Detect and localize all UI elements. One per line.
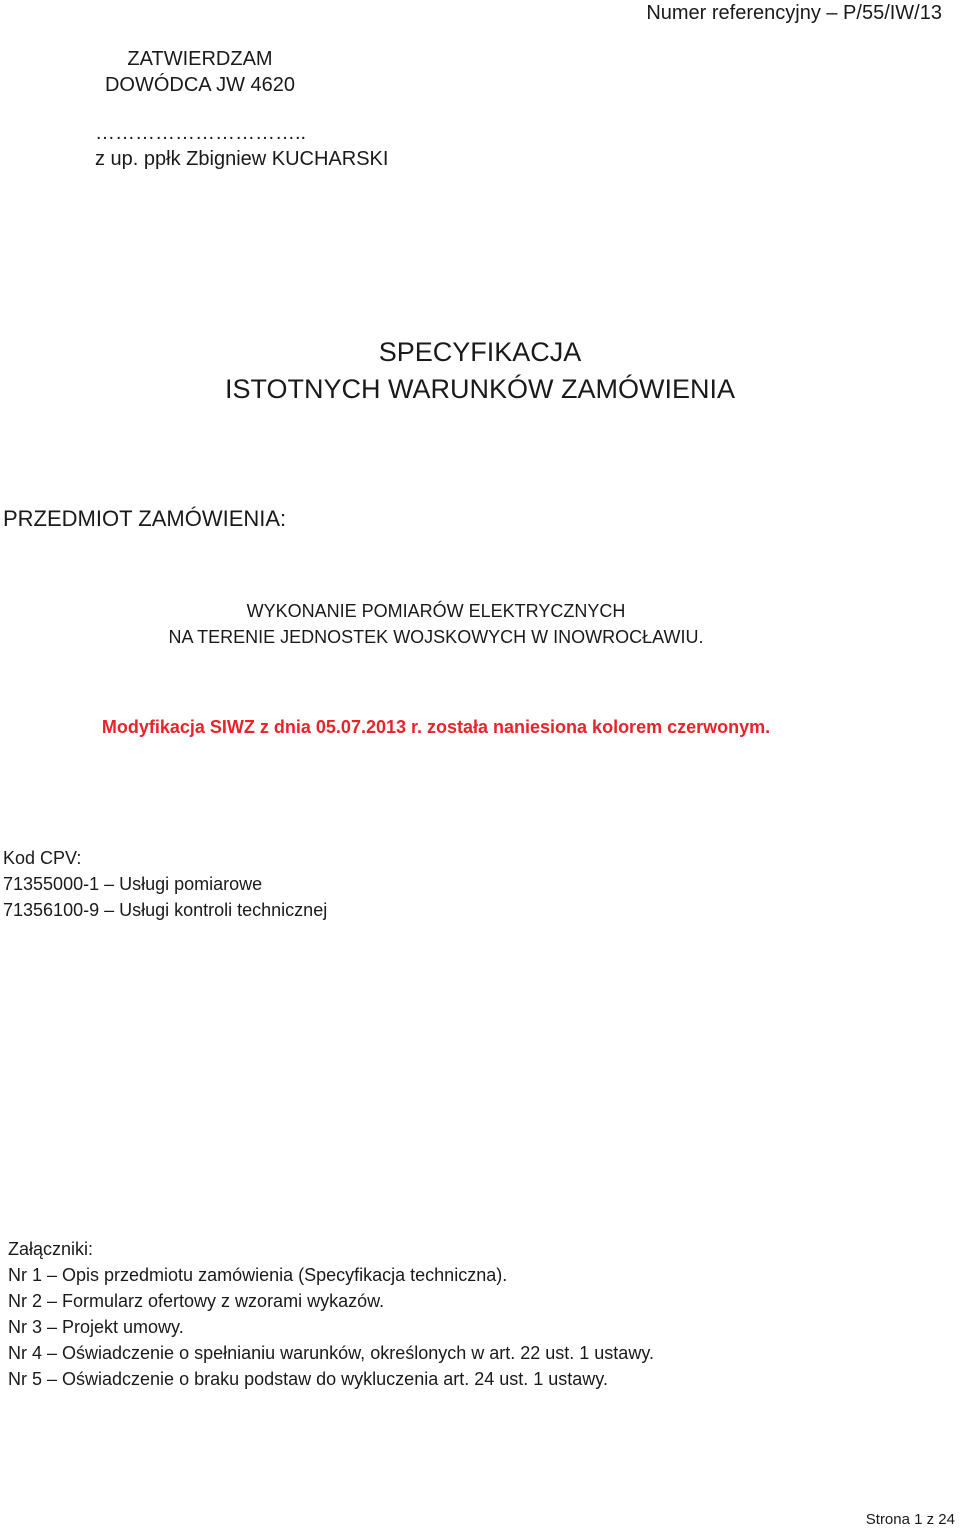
attachment-item: Nr 2 – Formularz ofertowy z wzorami wykazów. [8, 1291, 385, 1311]
attachment-item: Nr 3 – Projekt umowy. [8, 1317, 184, 1337]
cpv-code: 71355000-1 – Usługi pomiarowe [3, 874, 263, 894]
modification-note: Modyfikacja SIWZ z dnia 05.07.2013 r. została naniesiona kolorem czerwonym. [101, 717, 771, 737]
approval-block [95, 46, 389, 172]
page-number: Strona 1 z 24 [865, 1511, 955, 1528]
subject-label: PRZEDMIOT ZAMÓWIENIA: [3, 506, 287, 531]
attachment-item: Nr 1 – Opis przedmiotu zamówienia (Specyfikacja techniczna). [8, 1265, 508, 1285]
signature-line: ………………………….. [95, 122, 307, 144]
approval-commander: DOWÓDCA JW 4620 [104, 74, 296, 96]
attachment-item: Nr 5 – Oświadczenie o braku podstaw do wykluczenia art. 24 ust. 1 ustawy. [8, 1369, 608, 1389]
document-title [0, 334, 960, 408]
subject-line-2: NA TERENIE JEDNOSTEK WOJSKOWYCH W INOWROCŁAWIU. [168, 627, 704, 647]
signatory-name: z up. ppłk Zbigniew KUCHARSKI [95, 148, 389, 170]
subject-description [0, 598, 872, 650]
attachment-item: Nr 4 – Oświadczenie o spełnianiu warunków, określonych w art. 22 ust. 1 ustawy. [8, 1343, 654, 1363]
cpv-label: Kod CPV: [3, 848, 82, 868]
cpv-code: 71356100-9 – Usługi kontroli technicznej [3, 900, 328, 920]
reference-number: Numer referencyjny – P/55/IW/13 [646, 2, 942, 24]
title-line-2: ISTOTNYCH WARUNKÓW ZAMÓWIENIA [225, 374, 735, 404]
attachments-label: Załączniki: [8, 1239, 94, 1259]
cpv-section [3, 845, 327, 923]
title-line-1: SPECYFIKACJA [378, 337, 582, 367]
attachments-section [8, 1236, 654, 1392]
subject-line-1: WYKONANIE POMIARÓW ELEKTRYCZNYCH [246, 601, 626, 621]
approval-heading: ZATWIERDZAM [127, 48, 273, 70]
